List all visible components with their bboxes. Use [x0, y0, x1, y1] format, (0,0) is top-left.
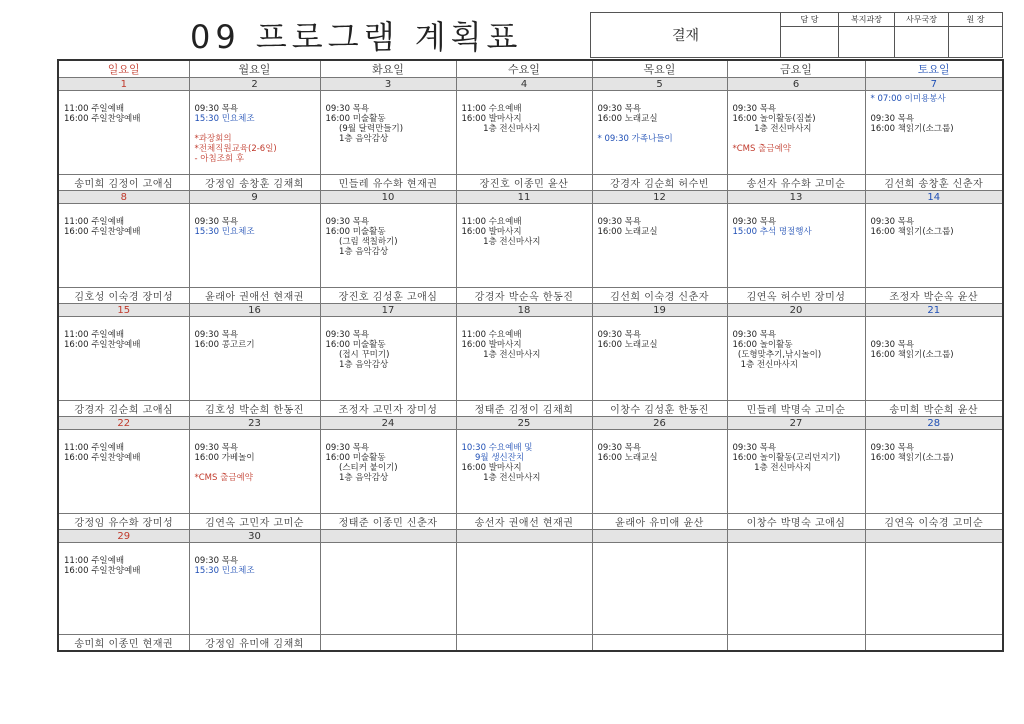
date-number — [456, 530, 592, 543]
date-number — [320, 530, 456, 543]
schedule-line: 16:00 가베놀이 — [194, 453, 255, 463]
schedule-line: 16:00 책읽기(소그룹) — [870, 350, 954, 360]
schedule-line: 16:00 노래교실 — [597, 227, 658, 237]
day-schedule-cell — [58, 204, 189, 288]
date-number: 15 — [58, 304, 189, 317]
schedule-line: 10:30 수요예배 및 — [461, 443, 533, 453]
day-schedule-cell — [456, 317, 592, 401]
day-schedule-cell — [592, 204, 727, 288]
schedule-line: 09:30 목욕 — [194, 556, 239, 566]
date-number: 12 — [592, 191, 727, 204]
schedule-line: 09:30 목욕 — [194, 443, 239, 453]
schedule-line: 16:00 놀이활동(고리던지기) — [732, 453, 841, 463]
day-schedule-cell — [320, 430, 456, 514]
schedule-line: 09:30 목욕 — [597, 330, 642, 340]
duty-staff-cell: 김연옥 이숙경 고미순 — [865, 514, 1003, 530]
schedule-line: 16:00 미술활동 — [325, 227, 386, 237]
schedule-line: 1층 전신마사지 — [461, 124, 541, 134]
schedule-line — [871, 207, 999, 217]
schedule-line: 09:30 목욕 — [870, 217, 915, 227]
schedule-line: 16:00 주일찬양예배 — [64, 453, 141, 463]
duty-staff-cell: 강정임 송창훈 김채희 — [189, 175, 320, 191]
schedule-line: 1층 전신마사지 — [461, 237, 541, 247]
duty-staff-cell: 정태준 김정이 김채희 — [456, 401, 592, 417]
schedule-line — [733, 134, 861, 144]
schedule-line: 11:00 주일예배 — [64, 556, 125, 566]
schedule-line — [598, 207, 723, 217]
schedule-line: 1층 전신마사지 — [461, 350, 541, 360]
staff-row — [58, 401, 1003, 417]
schedule-line: 16:00 미술활동 — [325, 453, 386, 463]
schedule-line: 16:00 발마사지 — [461, 227, 522, 237]
day-schedule-cell — [865, 204, 1003, 288]
duty-staff-cell: 강정임 유미애 김채희 — [189, 635, 320, 652]
schedule-line: (접시 꾸미기) — [325, 350, 390, 360]
duty-staff-cell: 김연옥 허수빈 장미성 — [727, 288, 865, 304]
schedule-line: 16:00 발마사지 — [461, 340, 522, 350]
duty-staff-cell: 정태준 이종민 신춘자 — [320, 514, 456, 530]
schedule-line — [326, 207, 452, 217]
schedule-line: 09:30 목욕 — [597, 217, 642, 227]
date-number: 4 — [456, 78, 592, 91]
approval-role: 담 당 — [781, 13, 839, 27]
schedule-line — [871, 104, 999, 114]
schedule-line: 15:30 민요체조 — [194, 114, 255, 124]
schedule-line — [462, 207, 588, 217]
date-row — [58, 78, 1003, 91]
date-number: 25 — [456, 417, 592, 430]
schedule-line: 09:30 목욕 — [194, 217, 239, 227]
schedule-line — [195, 207, 316, 217]
schedule-line — [64, 94, 185, 104]
weekday-monday: 월요일 — [189, 60, 320, 78]
duty-staff-cell: 송미희 이종민 현재권 — [58, 635, 189, 652]
weekday-thursday: 목요일 — [592, 60, 727, 78]
date-number: 5 — [592, 78, 727, 91]
program-calendar — [57, 59, 1004, 652]
schedule-line: * 07:00 이미용봉사 — [870, 94, 946, 104]
schedule-line — [326, 320, 452, 330]
date-number: 21 — [865, 304, 1003, 317]
date-row — [58, 304, 1003, 317]
date-number: 27 — [727, 417, 865, 430]
schedule-line: 1층 전신마사지 — [461, 473, 541, 483]
date-number: 14 — [865, 191, 1003, 204]
schedule-line — [871, 320, 999, 330]
duty-staff-cell: 민들레 박명숙 고미순 — [727, 401, 865, 417]
day-schedule-cell — [320, 91, 456, 175]
schedule-line: 16:00 놀이활동 — [732, 340, 793, 350]
day-schedule-cell — [320, 543, 456, 635]
schedule-line: 09:30 목욕 — [325, 443, 370, 453]
day-schedule-cell — [865, 430, 1003, 514]
schedule-line — [195, 94, 316, 104]
schedule-line — [733, 207, 861, 217]
schedule-line: 09:30 목욕 — [732, 443, 777, 453]
schedule-line: *전체직원교육(2-6일) — [194, 144, 277, 154]
date-number: 17 — [320, 304, 456, 317]
date-number — [592, 530, 727, 543]
date-number: 7 — [865, 78, 1003, 91]
schedule-line — [733, 94, 861, 104]
schedule-line: *과장회의 — [194, 134, 232, 144]
schedule-line: 09:30 목욕 — [732, 104, 777, 114]
day-schedule-cell — [727, 91, 865, 175]
day-schedule-cell — [865, 91, 1003, 175]
staff-row — [58, 288, 1003, 304]
schedule-line: (스티커 붙이기) — [325, 463, 398, 473]
day-schedule-cell — [592, 543, 727, 635]
duty-staff-cell: 김선희 이숙경 신춘자 — [592, 288, 727, 304]
schedule-line: (도형맞추기,낚시놀이) — [732, 350, 822, 360]
duty-staff-cell: 장진호 김성훈 고애심 — [320, 288, 456, 304]
schedule-line: 16:00 미술활동 — [325, 340, 386, 350]
schedule-row — [58, 91, 1003, 175]
schedule-line: 16:00 미술활동 — [325, 114, 386, 124]
duty-staff-cell — [456, 635, 592, 652]
day-schedule-cell — [727, 317, 865, 401]
duty-staff-cell: 강경자 박순옥 한동진 — [456, 288, 592, 304]
date-row — [58, 191, 1003, 204]
date-number: 8 — [58, 191, 189, 204]
date-number: 13 — [727, 191, 865, 204]
duty-staff-cell: 송선자 유수화 고미순 — [727, 175, 865, 191]
weekday-sunday: 일요일 — [58, 60, 189, 78]
day-schedule-cell — [592, 91, 727, 175]
duty-staff-cell: 조정자 박순옥 윤산 — [865, 288, 1003, 304]
day-schedule-cell — [456, 91, 592, 175]
date-number — [727, 530, 865, 543]
date-row — [58, 530, 1003, 543]
duty-staff-cell: 송미희 박순희 윤산 — [865, 401, 1003, 417]
schedule-line: 16:00 노래교실 — [597, 453, 658, 463]
day-schedule-cell — [58, 317, 189, 401]
schedule-line — [195, 124, 316, 134]
schedule-line: 09:30 목욕 — [194, 104, 239, 114]
duty-staff-cell — [727, 635, 865, 652]
staff-row — [58, 635, 1003, 652]
day-schedule-cell — [456, 430, 592, 514]
schedule-line: 1층 음악감상 — [325, 360, 389, 370]
schedule-line: 16:00 책읽기(소그룹) — [870, 227, 954, 237]
schedule-line: 16:00 주일찬양예배 — [64, 566, 141, 576]
duty-staff-cell — [592, 635, 727, 652]
staff-row — [58, 175, 1003, 191]
duty-staff-cell: 김호성 박순희 한동진 — [189, 401, 320, 417]
page-title: 09 프로그램 계획표 — [190, 18, 523, 56]
approval-label: 결재 — [591, 13, 781, 58]
schedule-line: *CMS 출금예약 — [732, 144, 791, 154]
duty-staff-cell: 강경자 김순희 허수빈 — [592, 175, 727, 191]
day-schedule-cell — [189, 91, 320, 175]
day-schedule-cell — [727, 430, 865, 514]
schedule-line: 9월 생신잔치 — [461, 453, 525, 463]
schedule-line: 1층 전신마사지 — [732, 463, 812, 473]
date-number: 29 — [58, 530, 189, 543]
duty-staff-cell: 윤래아 유미애 윤산 — [592, 514, 727, 530]
schedule-row — [58, 204, 1003, 288]
duty-staff-cell: 김선희 송창훈 신춘자 — [865, 175, 1003, 191]
duty-staff-cell: 강정임 유수화 장미성 — [58, 514, 189, 530]
date-number: 3 — [320, 78, 456, 91]
approval-signature-slot — [781, 27, 839, 58]
schedule-line: 09:30 목욕 — [870, 443, 915, 453]
schedule-line: 11:00 주일예배 — [64, 104, 125, 114]
day-schedule-cell — [727, 543, 865, 635]
day-schedule-cell — [320, 317, 456, 401]
duty-staff-cell: 민들레 유수화 현재권 — [320, 175, 456, 191]
schedule-line: * 09:30 가족나들이 — [597, 134, 673, 144]
schedule-line: 1층 전신마사지 — [732, 360, 798, 370]
date-number: 28 — [865, 417, 1003, 430]
duty-staff-cell: 송미희 김정이 고애심 — [58, 175, 189, 191]
day-schedule-cell — [58, 430, 189, 514]
day-schedule-cell — [727, 204, 865, 288]
schedule-line: 11:00 주일예배 — [64, 217, 125, 227]
staff-row — [58, 514, 1003, 530]
day-schedule-cell — [865, 317, 1003, 401]
schedule-line: 11:00 수요예배 — [461, 217, 522, 227]
day-schedule-cell — [189, 317, 320, 401]
date-number: 10 — [320, 191, 456, 204]
schedule-line: 15:30 민요체조 — [194, 566, 255, 576]
day-schedule-cell — [189, 204, 320, 288]
date-number: 19 — [592, 304, 727, 317]
schedule-row — [58, 430, 1003, 514]
schedule-line: 09:30 목욕 — [597, 104, 642, 114]
schedule-line — [195, 463, 316, 473]
date-row — [58, 417, 1003, 430]
schedule-line — [733, 320, 861, 330]
schedule-line: 09:30 목욕 — [870, 340, 915, 350]
weekday-tuesday: 화요일 — [320, 60, 456, 78]
schedule-line: 1층 전신마사지 — [732, 124, 812, 134]
schedule-line: 16:00 책읽기(소그룹) — [870, 453, 954, 463]
schedule-line — [598, 94, 723, 104]
day-schedule-cell — [320, 204, 456, 288]
weekday-wednesday: 수요일 — [456, 60, 592, 78]
day-schedule-cell — [592, 430, 727, 514]
date-number: 9 — [189, 191, 320, 204]
duty-staff-cell: 윤래아 권애선 현재권 — [189, 288, 320, 304]
schedule-line: 09:30 목욕 — [325, 330, 370, 340]
date-number: 18 — [456, 304, 592, 317]
duty-staff-cell: 송선자 권애선 현재권 — [456, 514, 592, 530]
date-number — [865, 530, 1003, 543]
duty-staff-cell — [865, 635, 1003, 652]
schedule-line — [326, 433, 452, 443]
schedule-line: 11:00 주일예배 — [64, 330, 125, 340]
schedule-line: 09:30 목욕 — [325, 104, 370, 114]
approval-role: 사무국장 — [895, 13, 949, 27]
schedule-line — [871, 330, 999, 340]
schedule-line — [598, 433, 723, 443]
date-number: 30 — [189, 530, 320, 543]
schedule-line — [326, 94, 452, 104]
schedule-line: 16:00 주일찬양예배 — [64, 340, 141, 350]
schedule-line — [462, 320, 588, 330]
schedule-line — [598, 320, 723, 330]
schedule-line: 16:00 노래교실 — [597, 340, 658, 350]
date-number: 6 — [727, 78, 865, 91]
duty-staff-cell: 강경자 김순희 고애심 — [58, 401, 189, 417]
duty-staff-cell: 조정자 고민자 장미성 — [320, 401, 456, 417]
schedule-line: (9월 달력만들기) — [325, 124, 404, 134]
schedule-line: 15:30 민요체조 — [194, 227, 255, 237]
weekday-friday: 금요일 — [727, 60, 865, 78]
schedule-line: 1층 음악감상 — [325, 247, 389, 257]
schedule-row — [58, 317, 1003, 401]
date-number: 24 — [320, 417, 456, 430]
day-schedule-cell — [189, 430, 320, 514]
schedule-line: - 아침조회 후 — [194, 154, 245, 164]
duty-staff-cell: 이창수 박명숙 고애심 — [727, 514, 865, 530]
schedule-line: 16:00 주일찬양예배 — [64, 227, 141, 237]
schedule-line — [462, 94, 588, 104]
schedule-line: 11:00 수요예배 — [461, 330, 522, 340]
schedule-line — [871, 433, 999, 443]
approval-box — [590, 12, 1003, 58]
duty-staff-cell: 김호성 이숙경 장미성 — [58, 288, 189, 304]
schedule-line — [64, 207, 185, 217]
approval-signature-slot — [949, 27, 1003, 58]
schedule-line — [462, 433, 588, 443]
schedule-line: 16:00 콩고르기 — [194, 340, 255, 350]
schedule-line: 11:00 수요예배 — [461, 104, 522, 114]
schedule-line: 09:30 목욕 — [597, 443, 642, 453]
day-schedule-cell — [592, 317, 727, 401]
schedule-line: 1층 음악감상 — [325, 134, 389, 144]
schedule-line: 16:00 발마사지 — [461, 114, 522, 124]
schedule-row — [58, 543, 1003, 635]
schedule-line — [195, 433, 316, 443]
date-number: 20 — [727, 304, 865, 317]
schedule-line: 11:00 주일예배 — [64, 443, 125, 453]
schedule-line — [64, 320, 185, 330]
date-number: 16 — [189, 304, 320, 317]
date-number: 2 — [189, 78, 320, 91]
schedule-line: 09:30 목욕 — [194, 330, 239, 340]
schedule-line — [64, 546, 185, 556]
schedule-line — [733, 433, 861, 443]
approval-signature-slot — [839, 27, 895, 58]
day-schedule-cell — [58, 543, 189, 635]
day-schedule-cell — [189, 543, 320, 635]
schedule-line: 16:00 놀이활동(짐볼) — [732, 114, 816, 124]
schedule-line: 15:00 추석 명절행사 — [732, 227, 812, 237]
schedule-line — [64, 433, 185, 443]
schedule-line: *CMS 출금예약 — [194, 473, 253, 483]
schedule-line: 16:00 책읽기(소그룹) — [870, 124, 954, 134]
schedule-line: (그림 색칠하기) — [325, 237, 398, 247]
date-number: 26 — [592, 417, 727, 430]
schedule-line — [195, 320, 316, 330]
schedule-line: 16:00 노래교실 — [597, 114, 658, 124]
approval-signature-slot — [895, 27, 949, 58]
approval-role: 원 장 — [949, 13, 1003, 27]
weekday-saturday: 토요일 — [865, 60, 1003, 78]
approval-role: 복지과장 — [839, 13, 895, 27]
duty-staff-cell: 김연옥 고민자 고미순 — [189, 514, 320, 530]
duty-staff-cell: 장진호 이종민 윤산 — [456, 175, 592, 191]
day-schedule-cell — [456, 543, 592, 635]
date-number: 23 — [189, 417, 320, 430]
schedule-line: 09:30 목욕 — [732, 330, 777, 340]
day-schedule-cell — [58, 91, 189, 175]
day-schedule-cell — [865, 543, 1003, 635]
schedule-line: 09:30 목욕 — [870, 114, 915, 124]
date-number: 22 — [58, 417, 189, 430]
schedule-line — [195, 546, 316, 556]
schedule-line: 16:00 발마사지 — [461, 463, 522, 473]
schedule-line: 09:30 목욕 — [325, 217, 370, 227]
date-number: 11 — [456, 191, 592, 204]
duty-staff-cell — [320, 635, 456, 652]
day-schedule-cell — [456, 204, 592, 288]
duty-staff-cell: 이창수 김성훈 한동진 — [592, 401, 727, 417]
schedule-line: 16:00 주일찬양예배 — [64, 114, 141, 124]
weekday-header-row — [58, 60, 1003, 78]
schedule-line — [598, 124, 723, 134]
date-number: 1 — [58, 78, 189, 91]
schedule-line: 1층 음악감상 — [325, 473, 389, 483]
schedule-line: 09:30 목욕 — [732, 217, 777, 227]
